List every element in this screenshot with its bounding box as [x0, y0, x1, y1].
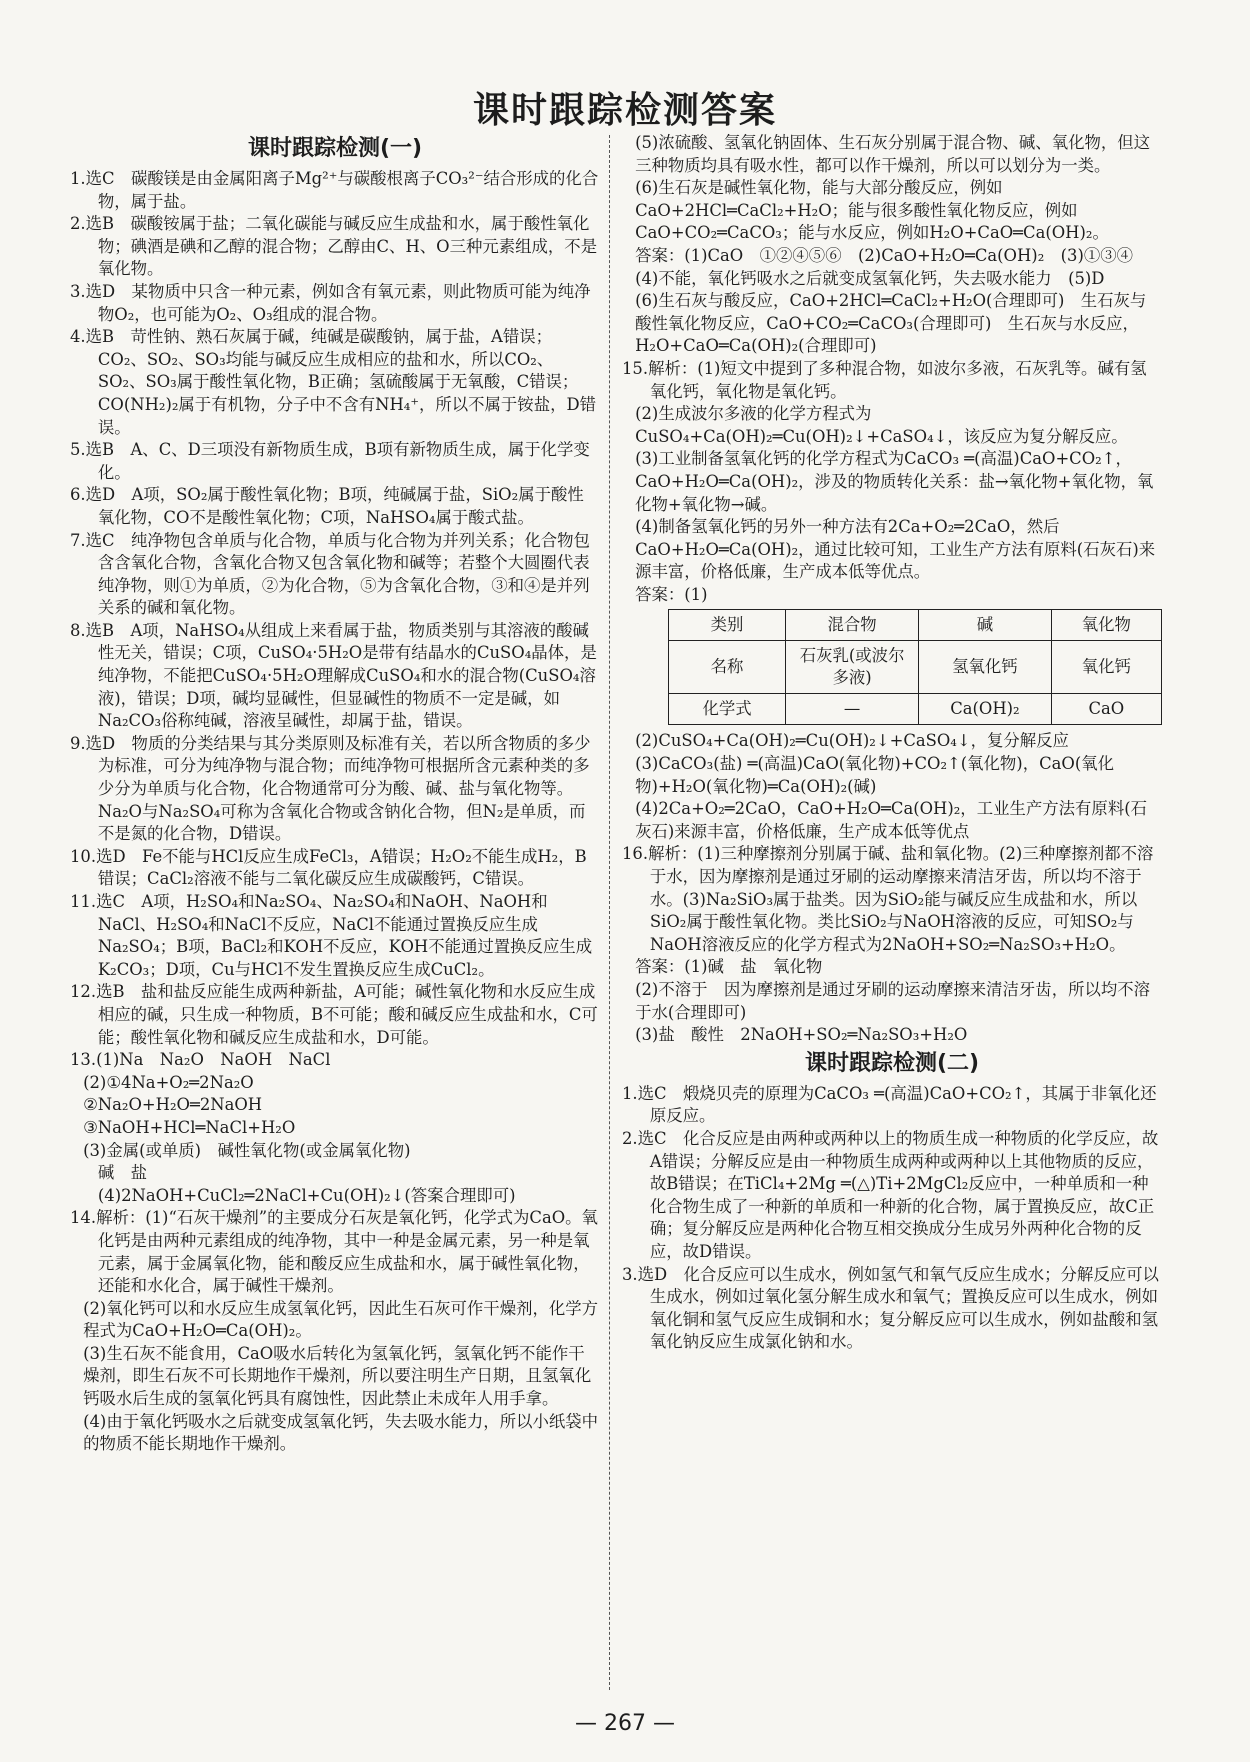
answer-line: 15.解析：(1)短文中提到了多种混合物，如波尔多液，石灰乳等。碱有氢氧化钙，氧化物是氧化钙。	[622, 358, 1147, 401]
page-title: 课时跟踪检测答案	[472, 90, 777, 131]
answer-line: 碱 盐	[97, 1163, 148, 1183]
right-column	[622, 132, 1162, 1354]
answer-line: (4)制备氢氧化钙的另外一种方法有2Ca+O₂═2CaO，然后CaO+H₂O═Ca(OH)₂，通过比较可知，工业生产方法有原料(石灰石)来源丰富，价格低廉，生产成本低等优点。	[635, 517, 1156, 582]
answer-line: 2.选C 化合反应是由两种或两种以上的物质生成一种物质的化学反应，故A错误；分解反应是由一种物质生成两种或两种以上其他物质的反应，故B错误；在TiCl₄+2Mg ═(△)Ti+2MgCl₂反应中，一种单质和一种化合物生成了一种新的单质和一种新的化合物，属于置换反应，故C正确；复分解反应是两种化合物互相交换成分生成另外两种化合物的反应，故D错误。	[622, 1128, 1159, 1261]
table-row	[669, 694, 1162, 725]
right-answer-list-top	[622, 132, 1162, 606]
answer-line: (2)生成波尔多液的化学方程式为CuSO₄+Ca(OH)₂═Cu(OH)₂↓+CaSO₄↓，该反应为复分解反应。	[635, 404, 1128, 446]
answer-line: 3.选D 化合反应可以生成水，例如氢气和氧气反应生成水；分解反应可以生成水，例如过氧化氢分解生成水和氧气；置换反应可以生成水，例如氧化铜和氢气反应生成铜和水；复分解反应可以生成水，例如盐酸和氢氧化钠反应生成氯化钠和水。	[622, 1264, 1159, 1352]
right-answer-list-bottom	[622, 1083, 1162, 1354]
table-cell: CaO	[1051, 694, 1161, 725]
answer-line: (5)浓硫酸、氢氧化钠固体、生石灰分别属于混合物、碱、氧化物，但这三种物质均具有吸水性，都可以作干燥剂，所以可以划分为一类。	[635, 133, 1151, 175]
answer-line: 8.选B A项，NaHSO₄从组成上来看属于盐，物质类别与其溶液的酸碱性无关，错误；C项，CuSO₄·5H₂O是带有结晶水的CuSO₄晶体，是纯净物，不能把CuSO₄·5H₂O理解成CuSO₄和水的混合物(CuSO₄溶液)，错误；D项，碱均显碱性，但显碱性的物质不一定是碱，如Na₂CO₃俗称纯碱，溶液呈碱性，却属于盐，错误。	[70, 620, 597, 731]
table-cell: 氢氧化钙	[919, 641, 1052, 694]
answer-line: (2)CuSO₄+Ca(OH)₂═Cu(OH)₂↓+CaSO₄↓，复分解反应	[635, 731, 1069, 751]
answer-line: 14.解析：(1)“石灰干燥剂”的主要成分石灰是氧化钙，化学式为CaO。氧化钙是由两种元素组成的纯净物，其中一种是金属元素，另一种是氧元素，属于金属氧化物，能和酸反应生成盐和水，属于碱性氧化物，还能和水化合，属于碱性干燥剂。	[70, 1208, 598, 1296]
table-cell: Ca(OH)₂	[919, 694, 1052, 725]
section-heading-2: 课时跟踪检测(二)	[804, 1050, 980, 1076]
answer-line: (3)生石灰不能食用，CaO吸水后转化为氢氧化钙，氢氧化钙不能作干燥剂，即生石灰不可长期地作干燥剂，所以要注明生产日期，且氢氧化钙吸水后生成的氢氧化钙具有腐蚀性，因此禁止未成年人用手拿。	[83, 1343, 592, 1409]
answer-line: 1.选C 煅烧贝壳的原理为CaCO₃ ═(高温)CaO+CO₂↑，其属于非氧化还原反应。	[622, 1083, 1157, 1126]
table-header-cell: 混合物	[786, 610, 919, 641]
table-cell: 名称	[669, 641, 786, 694]
left-answer-list	[70, 168, 600, 1456]
answer-line: 11.选C A项，H₂SO₄和Na₂SO₄、Na₂SO₄和NaOH、NaOH和NaCl、H₂SO₄和NaCl不反应，NaCl不能通过置换反应生成Na₂SO₄；B项，BaCl₂和KOH不反应，KOH不能通过置换反应生成K₂CO₃；D项，Cu与HCl不发生置换反应生成CuCl₂。	[70, 892, 593, 979]
answer-line: (3)金属(或单质) 碱性氧化物(或金属氧化物)	[83, 1140, 411, 1160]
answer-line: (6)生石灰是碱性氧化物，能与大部分酸反应，例如CaO+2HCl═CaCl₂+H₂O；能与很多酸性氧化物反应，例如CaO+CO₂═CaCO₃；能与水反应，例如H₂O+CaO═Ca(OH)₂。	[635, 178, 1109, 243]
answer-line: 3.选D 某物质中只含一种元素，例如含有氧元素，则此物质可能为纯净物O₂，也可能为O₂、O₃组成的混合物。	[70, 281, 591, 324]
answer-line: 答案：(1)	[635, 584, 708, 604]
answer-line: 6.选D A项，SO₂属于酸性氧化物；B项，纯碱属于盐，SiO₂属于酸性氧化物，CO不是酸性氧化物；C项，NaHSO₄属于酸式盐。	[70, 485, 584, 527]
answer-line: 16.解析：(1)三种摩擦剂分别属于碱、盐和氧化物。(2)三种摩擦剂都不溶于水，因为摩擦剂是通过牙刷的运动摩擦来清洁牙齿，所以均不溶于水。(3)Na₂SiO₃属于盐类。因为SiO₂能与碱反应生成盐和水，所以SiO₂属于酸性氧化物。类比SiO₂与NaOH溶液的反应，可知SO₂与NaOH溶液反应的化学方程式为2NaOH+SO₂═Na₂SO₃+H₂O。	[622, 844, 1154, 954]
table-header-cell: 类别	[669, 610, 786, 641]
left-column	[70, 132, 600, 1456]
answer-line: 1.选C 碳酸镁是由金属阳离子Mg²⁺与碳酸根离子CO₃²⁻结合形成的化合物，属于盐。	[70, 169, 599, 211]
answer-line: (2)不溶于 因为摩擦剂是通过牙刷的运动摩擦来清洁牙齿，所以均不溶于水(合理即可)	[635, 980, 1151, 1022]
answer-table	[668, 609, 1162, 725]
answer-line: (6)生石灰与酸反应，CaO+2HCl═CaCl₂+H₂O(合理即可) 生石灰与酸性氧化物反应，CaO+CO₂═CaCO₃(合理即可) 生石灰与水反应，H₂O+CaO═Ca(OH)₂(合理即可)	[635, 291, 1147, 356]
table-cell: 氧化钙	[1051, 641, 1161, 694]
table-header-cell: 碱	[919, 610, 1052, 641]
page-number: — 267 —	[575, 1711, 675, 1736]
answer-line: 答案：(1)碱 盐 氧化物	[635, 957, 823, 977]
answer-line: 9.选D 物质的分类结果与其分类原则及标准有关，若以所含物质的多少为标准，可分为纯净物与混合物；而纯净物可根据所含元素种类的多少分为单质与化合物，化合物通常可分为酸、碱、盐与氧化物等。Na₂O与Na₂SO₄可称为含氧化合物或含钠化合物，但N₂是单质，而不是氮的化合物，D错误。	[70, 733, 591, 844]
answer-line: 12.选B 盐和盐反应能生成两种新盐，A可能；碱性氧化物和水反应生成相应的碱，只生成一种物质，B不可能；酸和碱反应生成盐和水，C可能；酸性氧化物和碱反应生成盐和水，D可能。	[70, 982, 598, 1047]
table-cell: —	[786, 694, 919, 725]
answer-line: 答案：(1)CaO ①②④⑤⑥ (2)CaO+H₂O═Ca(OH)₂ (3)①③④ (4)不能，氧化钙吸水之后就变成氢氧化钙，失去吸水能力 (5)D	[635, 245, 1150, 288]
answer-line: (4)2Ca+O₂═2CaO，CaO+H₂O═Ca(OH)₂，工业生产方法有原料(石灰石)来源丰富，价格低廉，生产成本低等优点	[635, 799, 1147, 841]
answer-line: (3)工业制备氢氧化钙的化学方程式为CaCO₃ ═(高温)CaO+CO₂↑，CaO+H₂O═Ca(OH)₂，涉及的物质转化关系：盐→氧化物+氧化物，氧化物+氧化物→碱。	[635, 449, 1154, 514]
table-row	[669, 641, 1162, 694]
table-cell: 石灰乳(或波尔多液)	[786, 641, 919, 694]
answer-line: 5.选B A、C、D三项没有新物质生成，B项有新物质生成，属于化学变化。	[70, 440, 590, 482]
right-answer-list-middle	[622, 730, 1162, 1046]
answer-line: 2.选B 碳酸铵属于盐；二氧化碳能与碱反应生成盐和水，属于酸性氧化物；碘酒是碘和乙醇的混合物；乙醇由C、H、O三种元素组成，不是氧化物。	[70, 214, 598, 279]
answer-line: 13.(1)Na Na₂O NaOH NaCl	[70, 1050, 331, 1070]
answer-line: (4)2NaOH+CuCl₂═2NaCl+Cu(OH)₂↓(答案合理即可)	[97, 1185, 516, 1205]
answer-line: (2)氧化钙可以和水反应生成氢氧化钙，因此生石灰可作干燥剂，化学方程式为CaO+H₂O═Ca(OH)₂。	[83, 1298, 599, 1341]
answer-line: (2)①4Na+O₂═2Na₂O	[83, 1072, 254, 1092]
answer-line: 10.选D Fe不能与HCl反应生成FeCl₃，A错误；H₂O₂不能生成H₂，B错误；CaCl₂溶液不能与二氧化碳反应生成碳酸钙，C错误。	[70, 846, 587, 889]
answer-line: 7.选C 纯净物包含单质与化合物，单质与化合物为并列关系；化合物包含含氧化合物，含氧化合物又包含氧化物和碱等；若整个大圆圈代表纯净物，则①为单质，②为化合物，⑤为含氧化合物，③和④是并列关系的碱和氧化物。	[70, 530, 590, 618]
answer-line: 4.选B 苛性钠、熟石灰属于碱，纯碱是碳酸钠，属于盐，A错误；CO₂、SO₂、SO₃均能与碱反应生成相应的盐和水，所以CO₂、SO₂、SO₃属于酸性氧化物，B正确；氢硫酸属于无氧酸，C错误；CO(NH₂)₂属于有机物，分子中不含有NH₄⁺，所以不属于铵盐，D错误。	[70, 327, 597, 437]
answer-line: (3)盐 酸性 2NaOH+SO₂═Na₂SO₃+H₂O	[635, 1025, 968, 1045]
answer-line: (3)CaCO₃(盐) ═(高温)CaO(氧化物)+CO₂↑(氧化物)，CaO(氧化物)+H₂O(氧化物)═Ca(OH)₂(碱)	[635, 754, 1115, 796]
answer-line: (4)由于氧化钙吸水之后就变成氢氧化钙，失去吸水能力，所以小纸袋中的物质不能长期地作干燥剂。	[83, 1411, 599, 1454]
column-divider	[609, 135, 610, 1690]
section-heading-1: 课时跟踪检测(一)	[247, 136, 423, 161]
table-header-row	[669, 610, 1162, 641]
table-cell: 化学式	[669, 694, 786, 725]
answer-line: ②Na₂O+H₂O═2NaOH	[83, 1095, 263, 1115]
table-header-cell: 氧化物	[1051, 610, 1161, 641]
answer-line: ③NaOH+HCl═NaCl+H₂O	[83, 1117, 296, 1137]
